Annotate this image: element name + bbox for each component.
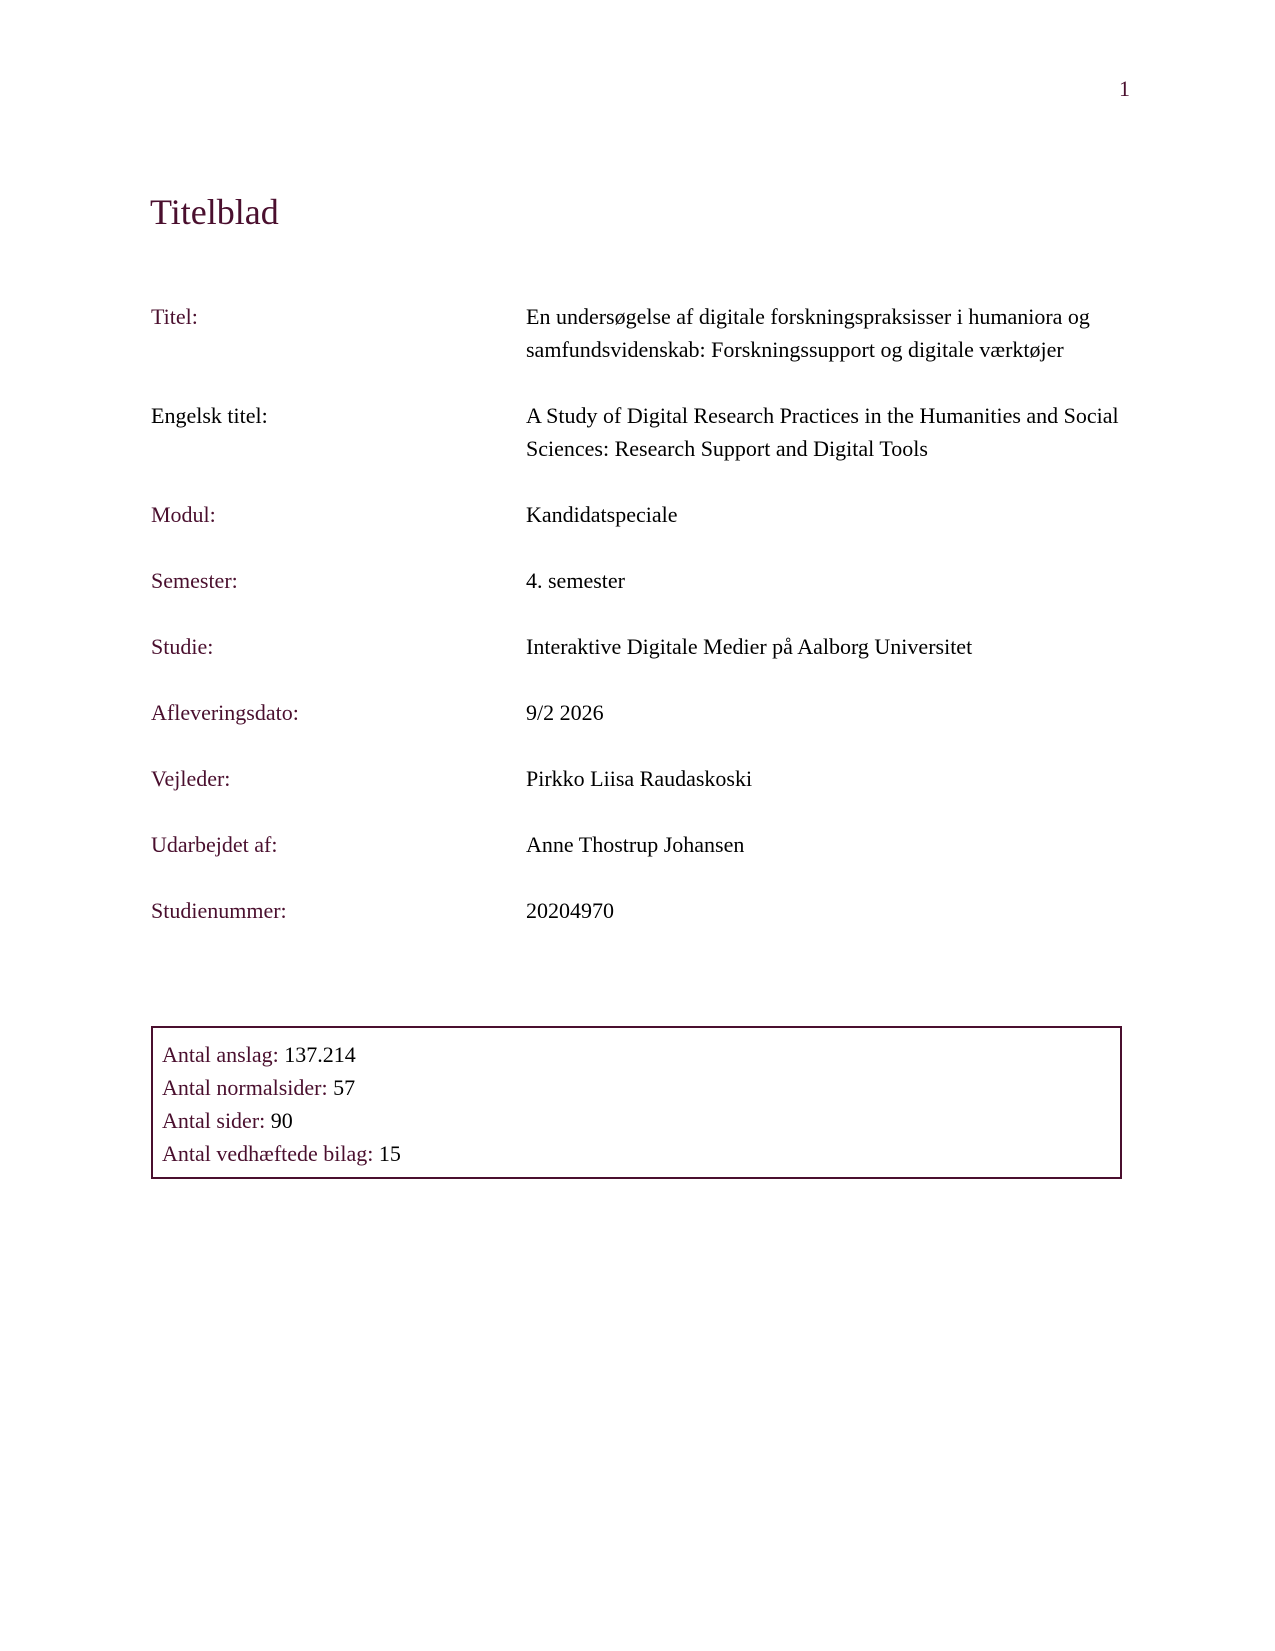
info-row-titel xyxy=(151,300,1131,366)
field-label: Modul: xyxy=(151,502,216,527)
stat-value: 90 xyxy=(270,1108,293,1133)
field-value: Kandidatspeciale xyxy=(526,502,678,527)
stat-antal-anslag xyxy=(162,1038,1111,1071)
stat-label: Antal vedhæftede bilag: xyxy=(162,1141,374,1166)
stat-antal-vedhaeftede-bilag xyxy=(162,1137,1111,1170)
stat-antal-normalsider xyxy=(162,1071,1111,1104)
field-label: Semester: xyxy=(151,568,238,593)
field-value: 9/2 2026 xyxy=(526,700,604,725)
field-value: Anne Thostrup Johansen xyxy=(526,832,745,857)
page-number: 1 xyxy=(1119,76,1130,101)
field-label: Vejleder: xyxy=(151,766,231,791)
info-row-vejleder xyxy=(151,762,1131,795)
field-label: Engelsk titel: xyxy=(151,403,268,428)
field-value: 20204970 xyxy=(526,898,614,923)
title-page-info-table xyxy=(151,300,1131,960)
field-label: Afleveringsdato: xyxy=(151,700,299,725)
info-row-udarbejdet-af xyxy=(151,828,1131,861)
info-row-semester xyxy=(151,564,1131,597)
info-row-studie xyxy=(151,630,1131,663)
stat-label: Antal anslag: xyxy=(162,1042,279,1067)
stat-value: 137.214 xyxy=(284,1042,356,1067)
field-value: En undersøgelse af digitale forskningspraksisser i humaniora og samfundsvidenskab: Forskningssupport og digitale værktøjer xyxy=(526,304,1090,362)
stats-box xyxy=(151,1026,1122,1179)
page-title: Titelblad xyxy=(150,192,279,232)
field-label: Udarbejdet af: xyxy=(151,832,278,857)
field-label: Studie: xyxy=(151,634,214,659)
info-row-afleveringsdato xyxy=(151,696,1131,729)
field-label: Titel: xyxy=(151,304,198,329)
info-row-modul xyxy=(151,498,1131,531)
field-value: 4. semester xyxy=(526,568,625,593)
field-label: Studienummer: xyxy=(151,898,287,923)
field-value: A Study of Digital Research Practices in the Humanities and Social Sciences: Research Support and Digital Tools xyxy=(526,403,1119,461)
field-value: Pirkko Liisa Raudaskoski xyxy=(526,766,753,791)
stat-value: 57 xyxy=(333,1075,356,1100)
field-value: Interaktive Digitale Medier på Aalborg Universitet xyxy=(526,634,973,659)
info-row-studienummer xyxy=(151,894,1131,927)
stat-antal-sider xyxy=(162,1104,1111,1137)
info-row-engelsk-titel xyxy=(151,399,1131,465)
stat-value: 15 xyxy=(378,1141,401,1166)
stat-label: Antal normalsider: xyxy=(162,1075,328,1100)
stat-label: Antal sider: xyxy=(162,1108,266,1133)
